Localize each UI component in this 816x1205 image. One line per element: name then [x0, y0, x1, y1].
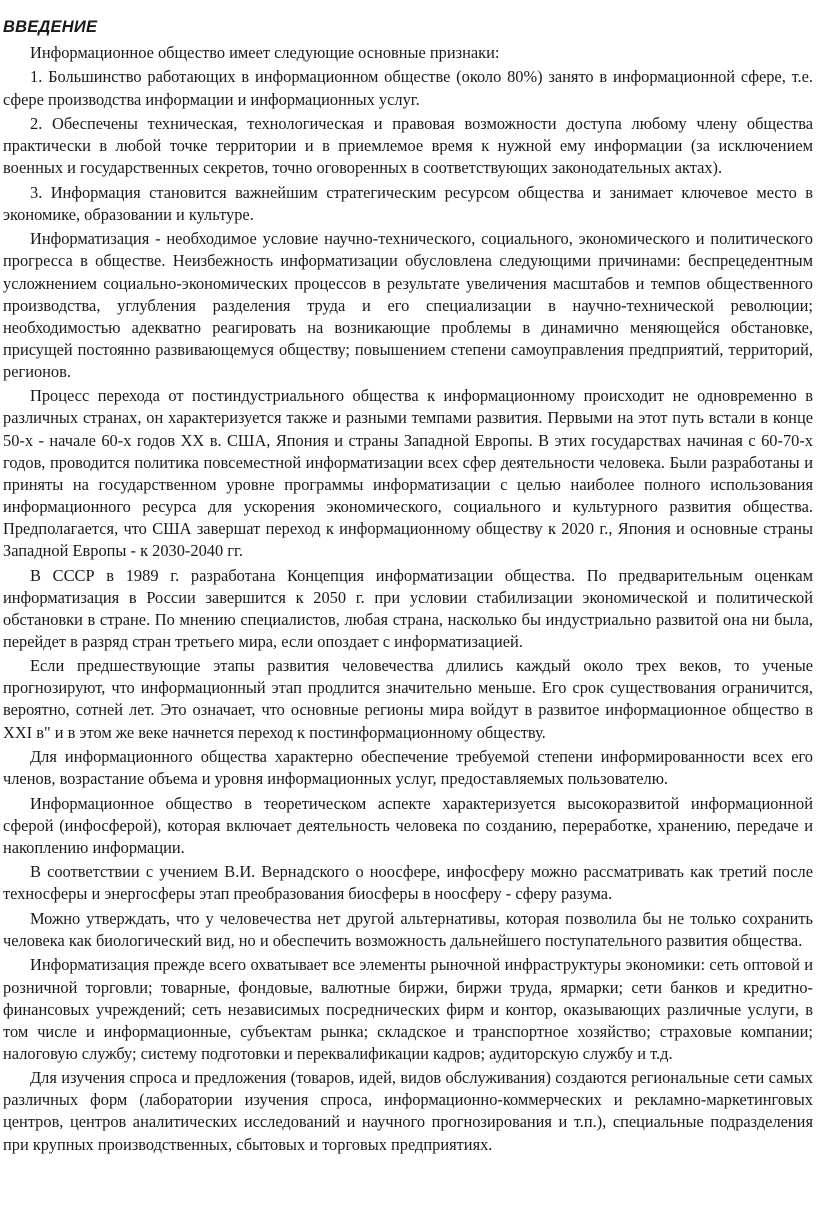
paragraph: Информатизация - необходимое условие научно-технического, социального, экономического и политического прогресса в обществе. Неизбежность информатизации обусловлена следующими причинами: беспрецедентным усложнением социально-экономических процессов в результате увеличения масштабов и темпов общественного производства, углубления разделения труда и его специализации в научно-технической революции; необходимостью адекватно реагировать на возникающие проблемы в динамично меняющейся обстановке, присущей постоянно развивающемуся обществу; повышением степени самоуправления предприятий, территорий, регионов.	[3, 229, 813, 381]
paragraph: 3. Информация становится важнейшим стратегическим ресурсом общества и занимает ключевое место в экономике, образовании и культуре.	[3, 182, 813, 224]
paragraph: 2. Обеспечены техническая, технологическая и правовая возможности доступа любому члену общества практически в любой точке территории и в приемлемое время к нужной ему информации (за исключением военных и государственных секретов, точно оговоренных в соответствующих законодательных актах).	[3, 114, 813, 178]
paragraph: В соответствии с учением В.И. Вернадского о ноосфере, инфосферу можно рассматривать как третий после техносферы и энергосферы этап преобразования биосферы в ноосферу - сферу разума.	[3, 862, 813, 904]
paragraph: Процесс перехода от постиндустриального общества к информационному происходит не одновременно в различных странах, он характеризуется также и разными темпами развития. Первыми на этот путь встали в конце 50-х - начале 60-х годов XX в. США, Япония и страны Западной Европы. В этих государствах начиная с 60-70-х годов, проводится политика повсеместной информатизации всех сфер деятельности человека. Были разработаны и приняты на государственном уровне программы информатизации с целью наиболее полного использования информационного ресурса для ускорения экономического, социального и культурного развития общества. Предполагается, что США завершат переход к информационному обществу к 2020 г., Япония и основные страны Западной Европы - к 2030-2040 гг.	[3, 386, 813, 561]
paragraph: Информатизация прежде всего охватывает все элементы рыночной инфраструктуры экономики: сеть оптовой и розничной торговли; товарные, фондовые, валютные биржи, биржи труда, ярмарки; сети банков и кредитно-финансовых учреждений; сеть независимых посреднических фирм и контор, оказывающих различные услуги, в том числе и информационные, субъектам рынка; складское и транспортное хозяйство; страховые компании; налоговую службу; систему подготовки и переквалификации кадров; аудиторскую службу и т.д.	[3, 955, 813, 1063]
paragraph: В СССР в 1989 г. разработана Концепция информатизации общества. По предварительным оценкам информатизация в России завершится к 2050 г. при условии стабилизации экономической и политической обстановки в стране. По мнению специалистов, любая страна, насколько бы индустриально развитой она ни была, перейдет в разряд стран третьего мира, если опоздает с информатизацией.	[3, 565, 813, 651]
paragraph: Можно утверждать, что у человечества нет другой альтернативы, которая позволила бы не только сохранить человека как биологический вид, но и обеспечить возможность дальнейшего поступательного развития общества.	[3, 908, 813, 950]
paragraph: Информационное общество имеет следующие основные признаки:	[30, 43, 500, 62]
paragraph: 1. Большинство работающих в информационном обществе (около 80%) занято в информационной сфере, т.е. сфере производства информации и информационных услуг.	[3, 67, 813, 109]
paragraph: Для информационного общества характерно обеспечение требуемой степени информированности всех его членов, возрастание объема и уровня информационных услуг, предоставляемых пользователю.	[3, 747, 813, 789]
paragraph: Для изучения спроса и предложения (товаров, идей, видов обслуживания) создаются региональные сети самых различных форм (лаборатории изучения спроса, информационно-коммерческих и рекламно-маркетинговых центров, центров аналитических исследований и научного прогнозирования и т.п.), специальные подразделения при крупных производственных, сбытовых и торговых предприятиях.	[3, 1068, 813, 1154]
paragraph: Информационное общество в теоретическом аспекте характеризуется высокоразвитой информационной сферой (инфосферой), которая включает деятельность человека по созданию, переработке, хранению, передаче и накоплению информации.	[3, 793, 813, 857]
paragraph: Если предшествующие этапы развития человечества длились каждый около трех веков, то ученые прогнозируют, что информационный этап продлится значительно меньше. Его срок существования ограничится, вероятно, сотней лет. Это означает, что основные регионы мира войдут в развитое информационное общество в XXI в" и в этом же веке начнется переход к постинформационному обществу.	[3, 656, 813, 742]
section-title: ВВЕДЕНИЕ	[3, 18, 98, 36]
